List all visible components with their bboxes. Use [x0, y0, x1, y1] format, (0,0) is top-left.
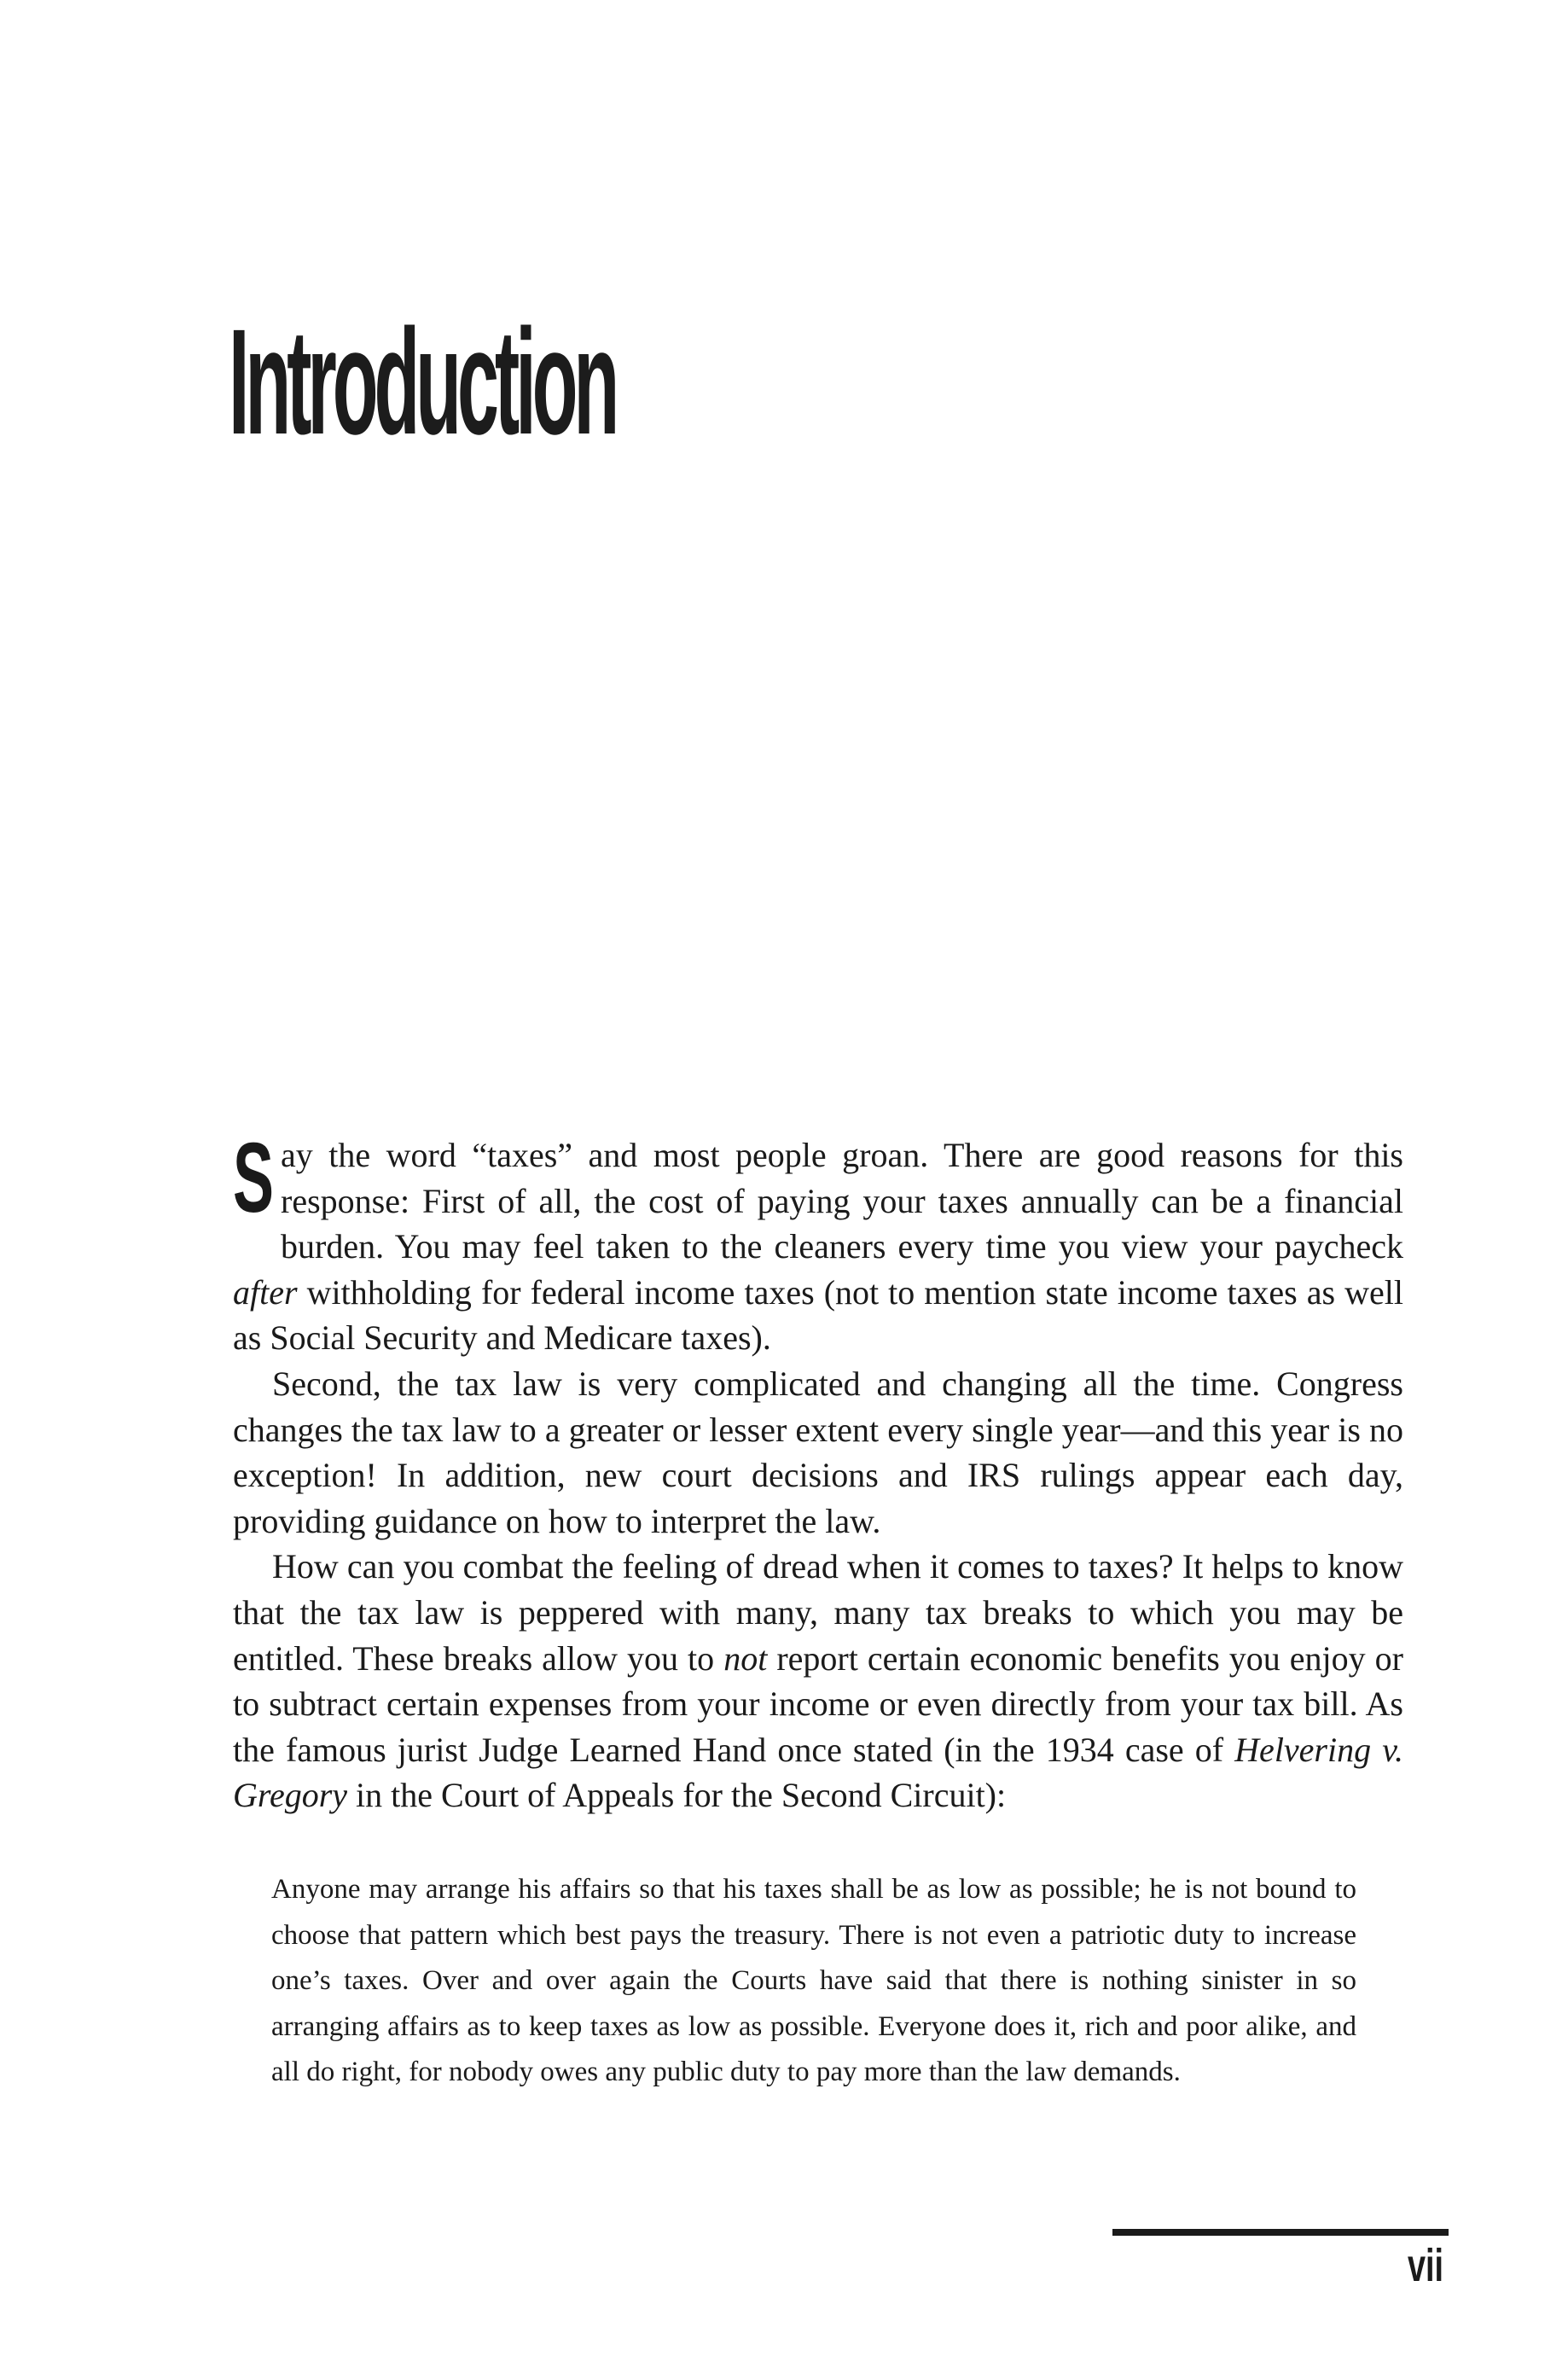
body-text: [233, 1122, 1403, 1818]
footer-rule: [1112, 2229, 1449, 2236]
chapter-title: Introduction: [229, 299, 616, 466]
paragraph-3: [233, 1544, 1403, 1818]
case-name: Helvering v. Gregory: [233, 1730, 1403, 1815]
paragraph-1: [233, 1122, 1403, 1361]
paragraph-3-text-1: How can you combat the feeling of dread when it comes to taxes? It helps to know that the tax law is peppered with many, many tax breaks to which you may be entitled. These breaks allow you to: [233, 1547, 1403, 1678]
block-quote: Anyone may arrange his affairs so that his taxes shall be as low as possible; he is not bound to choose that pattern which best pays the treasury. There is not even a patriotic duty to increase one’s taxes. Over and over again the Courts have said that there is nothing sinister in so arranging affairs as to keep taxes as low as possible. Everyone does it, rich and poor alike, and all do right, for nobody owes any public duty to pay more than the law demands.: [271, 1874, 1356, 2087]
paragraph-1-emphasis: after: [233, 1272, 298, 1312]
page-number: vii: [1408, 2240, 1444, 2291]
paragraph-2: Second, the tax law is very complicated and changing all the time. Congress changes the tax law to a greater or lesser extent every single year—and this year is no exception! In addition, new court decisions and IRS rulings appear each day, providing guidance on how to interpret the law.: [233, 1364, 1403, 1540]
paragraph-3-text-2: report certain economic benefits you enjoy or to subtract certain expenses from your income or even directly from your tax bill. As the famous jurist Judge Learned Hand once stated (in the 1934 case of: [233, 1638, 1403, 1769]
paragraph-3-text-3: in the Court of Appeals for the Second Circuit):: [347, 1776, 1007, 1815]
paragraph-1-text-end: withholding for federal income taxes (not to mention state income taxes as well as Social Security and Medicare taxes).: [233, 1272, 1403, 1358]
paragraph-1-text: ay the word “taxes” and most people groan. There are good reasons for this response: First of all, the cost of paying your taxes annually can be a financial burden. You may feel taken to the cleaners every time you view your paycheck: [281, 1136, 1403, 1266]
paragraph-3-emphasis-not: not: [723, 1638, 768, 1678]
drop-cap: S: [233, 1122, 274, 1233]
